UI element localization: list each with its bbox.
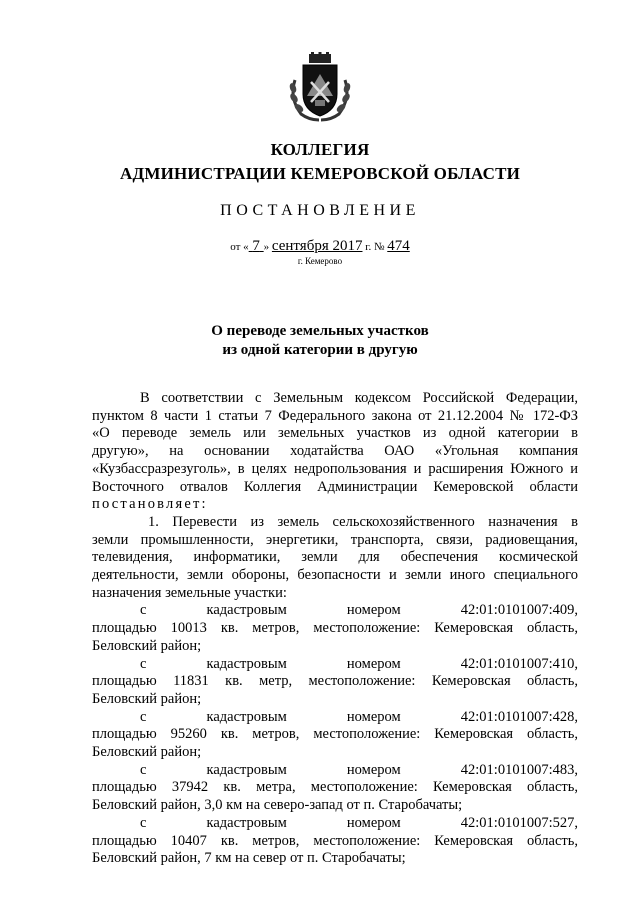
preamble-line: «Кузбассразрезуголь», в целях недропользования и расширения Южного и: [92, 460, 578, 477]
parcel-area-line: площадью 10013 кв. метров, местоположение: Кемеровская область,: [92, 620, 578, 637]
parcel-cadastral-line: с кадастровым номером 42:01:0101007:527,: [140, 814, 578, 831]
parcel-area-line: площадью 11831 кв. метр, местоположение: Кемеровская область,: [92, 673, 578, 690]
org-title-line1: КОЛЛЕГИЯ: [270, 140, 370, 159]
preamble-line: «О переводе земель или земельных участков из одной категории в: [92, 425, 578, 442]
preamble-line: другую», на основании ходатайства ОАО «Угольная компания: [92, 443, 578, 460]
document-subject: [0, 322, 640, 360]
item1-line: назначения земельные участки:: [92, 584, 287, 601]
parcel-location-line: Беловский район;: [92, 637, 202, 654]
item1-line: земли промышленности, энергетики, транспорта, связи, радиовещания,: [92, 531, 578, 548]
preamble-line: Восточного отвалов Коллегия Администрации Кемеровской области: [92, 478, 578, 495]
date-day: 7: [252, 238, 260, 254]
org-title-line2: АДМИНИСТРАЦИИ КЕМЕРОВСКОЙ ОБЛАСТИ: [119, 164, 521, 183]
parcel-area-line: площадью 10407 кв. метров, местоположение: Кемеровская область,: [92, 832, 578, 849]
item1-line: 1. Перевести из земель сельскохозяйственного назначения в: [148, 513, 578, 530]
parcel-area-line: площадью 37942 кв. метра, местоположение: Кемеровская область,: [92, 779, 578, 796]
parcel-cadastral-line: с кадастровым номером 42:01:0101007:428,: [140, 708, 578, 725]
number-sign: №: [374, 241, 385, 253]
date-quote-close: »: [263, 241, 270, 253]
parcel-location-line: Беловский район, 3,0 км на северо-запад от п. Старобачаты;: [92, 797, 463, 814]
parcel-cadastral-line: с кадастровым номером 42:01:0101007:409,: [140, 602, 578, 619]
parcel-area-line: площадью 95260 кв. метров, местоположение: Кемеровская область,: [92, 726, 578, 743]
date-month-year: сентября 2017: [271, 238, 363, 254]
parcel-location-line: Беловский район, 7 км на север от п. Старобачаты;: [92, 850, 406, 867]
preamble-line: пунктом 8 части 1 статьи 7 Федерального закона от 21.12.2004 № 172-ФЗ: [92, 407, 578, 424]
document-number: 474: [387, 238, 410, 254]
subject-line1: О переводе земельных участков: [211, 323, 429, 339]
parcel-cadastral-line: с кадастровым номером 42:01:0101007:410,: [140, 655, 578, 672]
parcel-location-line: Беловский район;: [92, 690, 202, 707]
subject-line2: из одной категории в другую: [222, 342, 418, 358]
coat-of-arms-icon: [285, 52, 355, 122]
date-prefix: от «: [230, 241, 249, 253]
date-number-line: [0, 238, 640, 255]
item1-line: телевидения, информатики, земли для обеспечения космической: [92, 549, 578, 566]
date-year-suffix: г.: [365, 241, 372, 253]
document-body: [92, 390, 578, 868]
parcel-location-line: Беловский район;: [92, 744, 202, 761]
city-label: г. Кемерово: [297, 256, 343, 266]
document-type: ПОСТАНОВЛЕНИЕ: [220, 202, 420, 219]
parcel-cadastral-line: с кадастровым номером 42:01:0101007:483,: [140, 761, 578, 778]
preamble-line: В соответствии с Земельным кодексом Российской Федерации,: [140, 390, 578, 406]
item1-line: деятельности, земли обороны, безопасности и земли иного специального: [92, 567, 578, 584]
decree-word: постановляет:: [92, 496, 208, 513]
